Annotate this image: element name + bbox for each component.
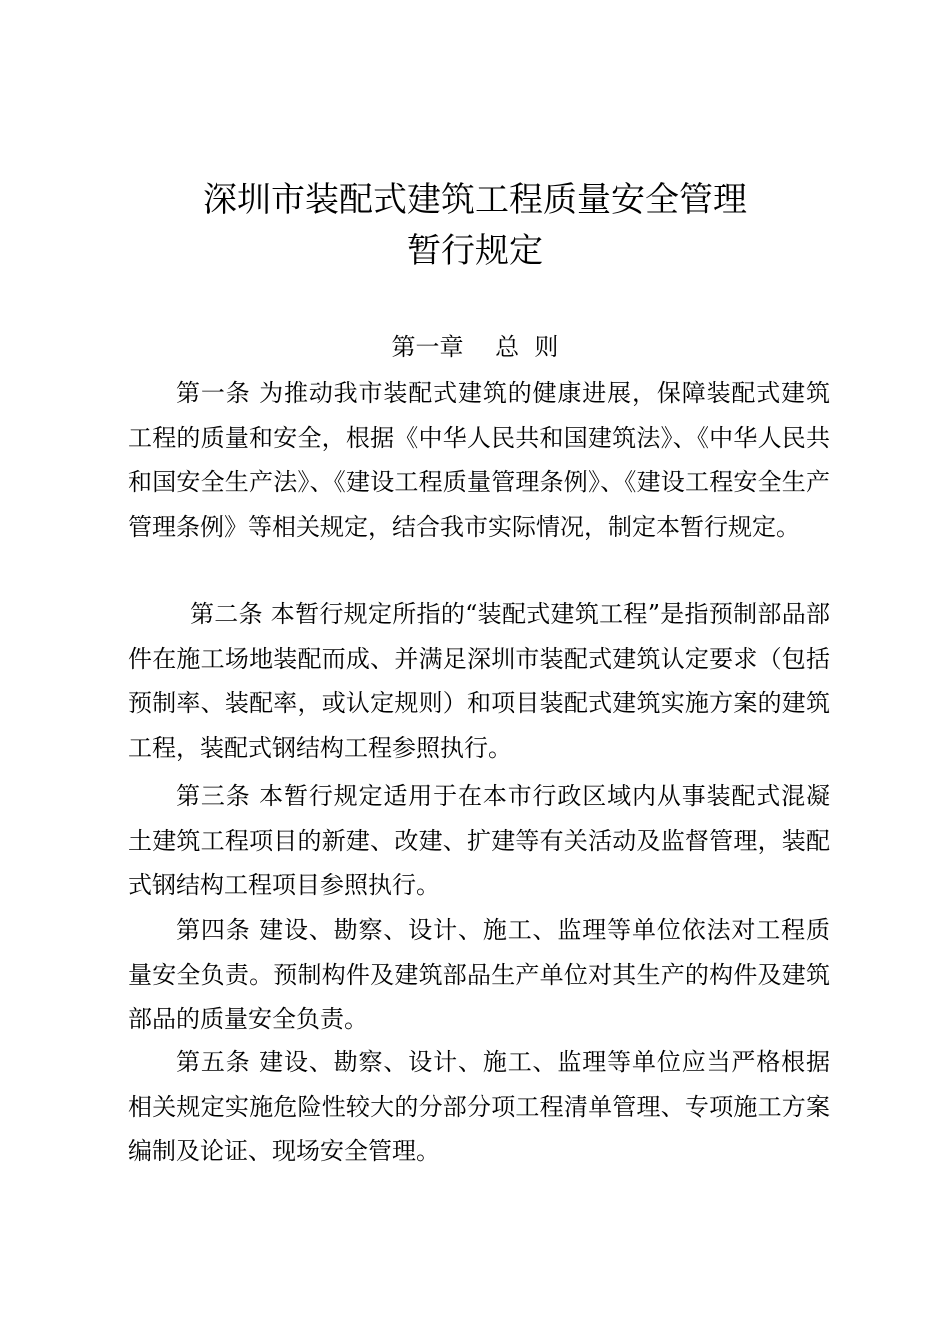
article-text: 本暂行规定适用于在本市行政区域内从事装配式混凝土建筑工程项目的新建、改建、扩建等有关活动及监督管理，装配式钢结构工程项目参照执行。 [128, 782, 831, 899]
article-label: 第三条 [176, 782, 251, 810]
article-5 [128, 1040, 830, 1174]
article-text: 建设、勘察、设计、施工、监理等单位应当严格根据相关规定实施危险性较大的分部分项工程清单管理、专项施工方案编制及论证、现场安全管理。 [128, 1048, 831, 1165]
article-text: 建设、勘察、设计、施工、监理等单位依法对工程质量安全负责。预制构件及建筑部品生产单位对其生产的构件及建筑部品的质量安全负责。 [128, 916, 831, 1033]
article-4 [128, 908, 830, 1042]
article-2 [128, 592, 830, 770]
article-text: 为推动我市装配式建筑的健康进展，保障装配式建筑工程的质量和安全，根据《中华人民共和国建筑法》、《中华人民共和国安全生产法》、《建设工程质量管理条例》、《建设工程安全生产管理条例》等相关规定，结合我市实际情况，制定本暂行规定。 [128, 379, 831, 541]
article-label: 第四条 [176, 916, 251, 944]
document-title-line-2: 暂行规定 [407, 231, 543, 271]
document-title-line-1: 深圳市装配式建筑工程质量安全管理 [203, 180, 747, 220]
article-label: 第五条 [176, 1048, 251, 1076]
chapter-heading: 第一章 总 则 [391, 333, 559, 361]
article-label: 第一条 [176, 379, 251, 407]
article-label: 第二条 [190, 600, 263, 628]
article-3 [128, 774, 830, 908]
article-text: 本暂行规定所指的“装配式建筑工程”是指预制部品部件在施工场地装配而成、并满足深圳市装配式建筑认定要求（包括预制率、装配率，或认定规则）和项目装配式建筑实施方案的建筑工程，装配式钢结构工程参照执行。 [128, 600, 830, 762]
article-1 [128, 371, 830, 549]
